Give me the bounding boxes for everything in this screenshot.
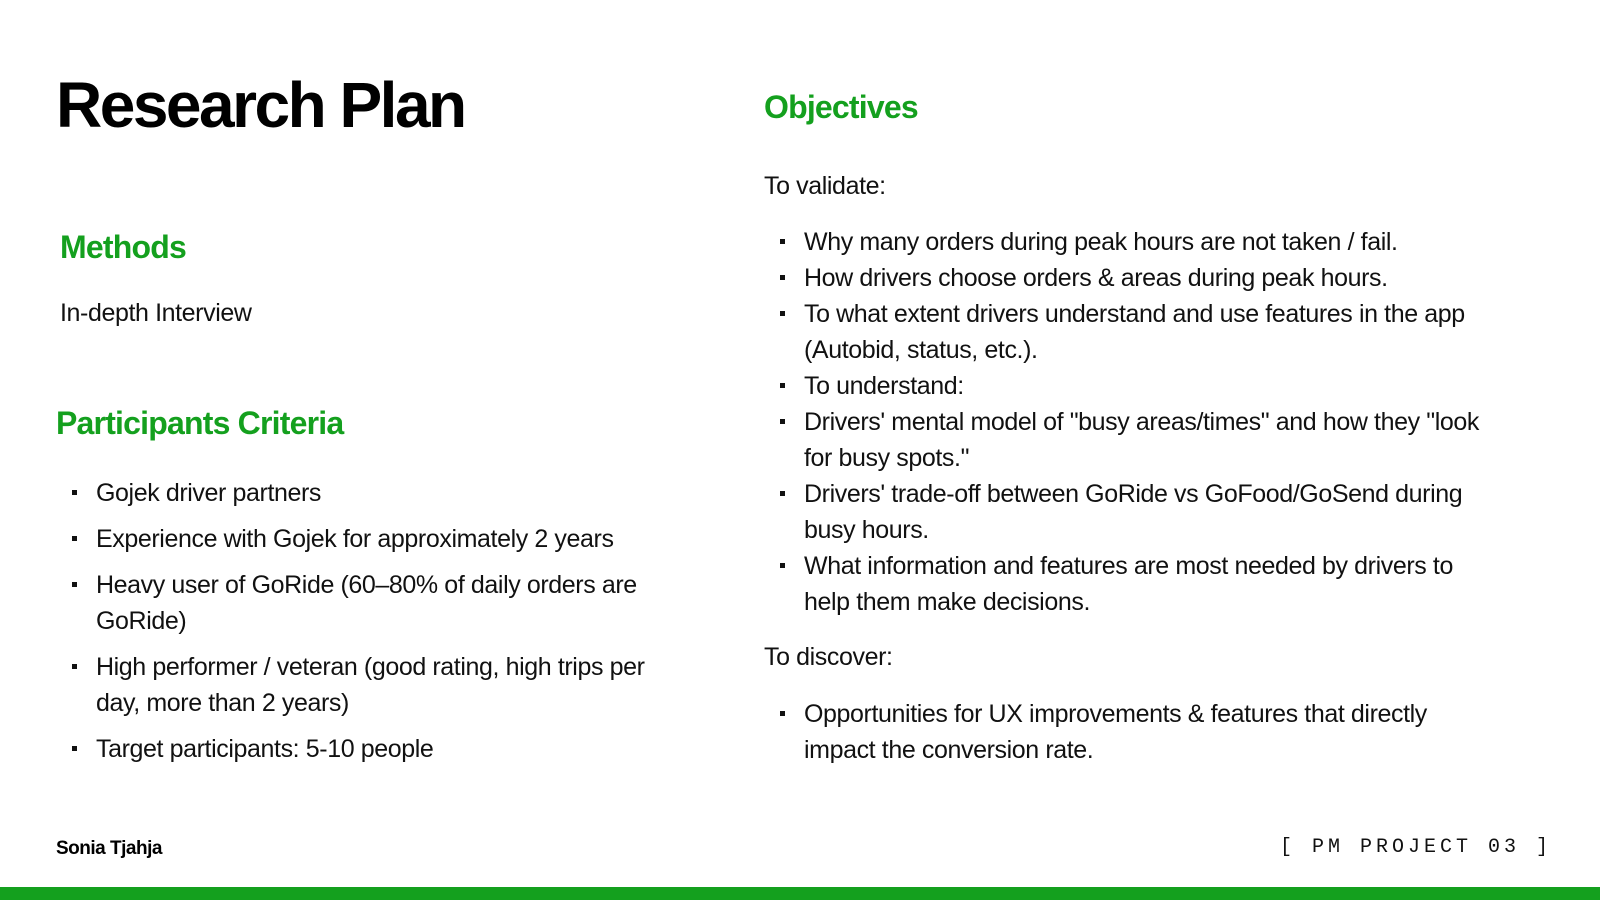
list-item-text: Drivers' mental model of "busy areas/times" and how they "look for busy spots." [804,408,1479,472]
list-item [766,296,1486,368]
bullet-icon [780,419,785,424]
list-item [766,224,1486,260]
validate-list [766,224,1486,620]
list-item [58,475,658,511]
bullet-icon [72,664,77,669]
bullet-icon [72,746,77,751]
bullet-icon [780,239,785,244]
list-item-text: How drivers choose orders & areas during peak hours. [804,264,1388,292]
bullet-icon [780,275,785,280]
list-item [766,548,1486,620]
bullet-icon [72,490,77,495]
list-item-text: Experience with Gojek for approximately 2 years [96,525,614,553]
list-item [58,521,658,557]
methods-value: In-depth Interview [60,299,252,327]
list-item-text: To what extent drivers understand and use features in the app (Autobid, status, etc.). [804,300,1465,364]
list-item [766,260,1486,296]
discover-intro: To discover: [764,643,893,671]
list-item-text: To understand: [804,372,964,400]
participants-criteria-heading: Participants Criteria [56,405,344,441]
bottom-accent-bar [0,887,1600,900]
list-item-text: What information and features are most needed by drivers to help them make decisions. [804,552,1453,616]
list-item-text: Why many orders during peak hours are not taken / fail. [804,228,1398,256]
discover-list [766,696,1486,768]
bullet-icon [72,582,77,587]
bullet-icon [72,536,77,541]
bullet-icon [780,491,785,496]
author-name: Sonia Tjahja [56,838,162,859]
list-item [766,476,1486,548]
list-item [58,567,658,639]
list-item [58,731,658,767]
methods-heading: Methods [60,229,186,265]
list-item-text: Heavy user of GoRide (60–80% of daily orders are GoRide) [96,571,637,635]
list-item [766,368,1486,404]
list-item-text: Drivers' trade-off between GoRide vs GoFood/GoSend during busy hours. [804,480,1463,544]
validate-intro: To validate: [764,172,886,200]
objectives-heading: Objectives [764,89,918,125]
list-item [766,404,1486,476]
list-item-text: High performer / veteran (good rating, high trips per day, more than 2 years) [96,653,645,717]
list-item [766,696,1486,768]
bullet-icon [780,563,785,568]
bullet-icon [780,311,785,316]
bullet-icon [780,383,785,388]
page-title: Research Plan [56,69,465,141]
list-item-text: Target participants: 5-10 people [96,735,434,763]
participants-criteria-list [58,475,658,777]
bullet-icon [780,711,785,716]
list-item-text: Opportunities for UX improvements & features that directly impact the conversion rate. [804,700,1427,764]
list-item-text: Gojek driver partners [96,479,322,507]
project-tag: [ PM PROJECT 03 ] [1279,836,1552,859]
list-item [58,649,658,721]
